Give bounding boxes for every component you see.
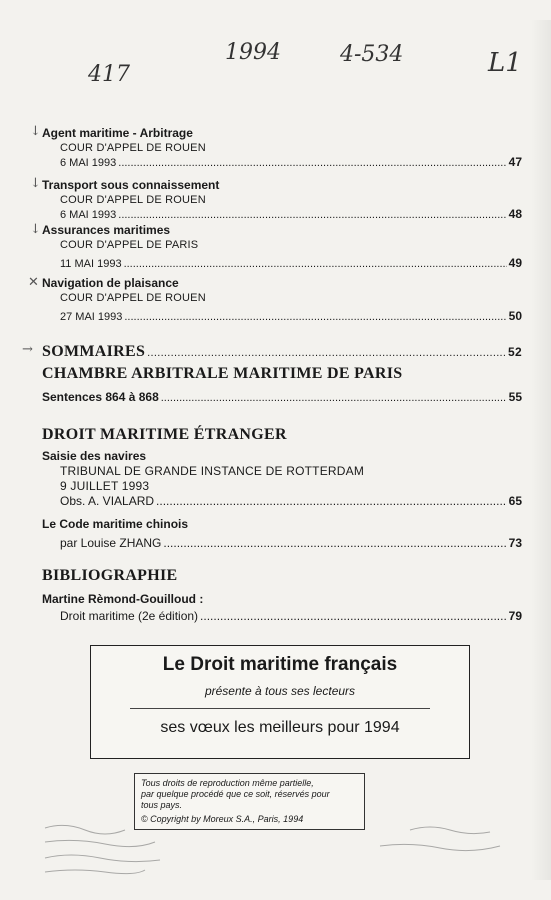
toc-entry-transport: Transport sous connaissement COUR D'APPEL DE ROUEN 6 MAI 1993 ..... 48 [42, 178, 522, 222]
section-sommaires: SOMMAIRES ..... 52 [42, 342, 522, 363]
handwritten-note-left: 417 [88, 62, 130, 87]
margin-mark-icon: ↓ [30, 124, 41, 139]
toc-entry-biblio: Martine Rèmond-Gouilloud : Droit maritime (2e édition) ..... 79 [42, 592, 522, 624]
margin-mark-icon: → [22, 342, 33, 357]
toc-entry-agent: Agent maritime - Arbitrage COUR D'APPEL DE ROUEN 6 MAI 1993 ..... 47 [42, 126, 522, 170]
page-edge-shadow [531, 20, 551, 880]
section-title-bibliographie: BIBLIOGRAPHIE [42, 567, 178, 584]
copyright-notice: Tous droits de reproduction même partielle, par quelque procédé que ce soit, réservés pour tous pays. © Copyright by Moreux S.A., Paris, 1994 [134, 773, 365, 830]
greeting-wishes: ses vœux les meilleurs pour 1994 [130, 708, 430, 737]
greeting-title: Le Droit maritime français [162, 654, 398, 675]
handwritten-note-right: 4-534 [340, 42, 404, 67]
section-title-chambre: CHAMBRE ARBITRALE MARITIME DE PARIS [42, 365, 403, 382]
toc-entry-assurances: Assurances maritimes COUR D'APPEL DE PARIS 11 MAI 1993 ..... 49 [42, 223, 522, 271]
greeting-box [90, 645, 470, 759]
greeting-subtitle: présente à tous ses lecteurs [204, 684, 356, 698]
handwritten-note-center: 1994 [225, 40, 281, 65]
margin-cross-icon: ✕ [28, 275, 39, 290]
margin-mark-icon: ↓ [30, 176, 41, 191]
toc-entry-plaisance: Navigation de plaisance COUR D'APPEL DE ROUEN 27 MAI 1993 ..... 50 [42, 276, 522, 324]
handwritten-note-corner: L1 [488, 48, 522, 78]
handwritten-scribbles [40, 820, 510, 880]
toc-entry-saisie: Saisie des navires TRIBUNAL DE GRANDE INSTANCE DE ROTTERDAM 9 JUILLET 1993 Obs. A. VIALARD ..... 65 [42, 449, 522, 509]
margin-mark-icon: ↓ [30, 222, 41, 237]
toc-entry-sentences: Sentences 864 à 868 ..... 55 [42, 390, 522, 405]
toc-entry-code-chinois: Le Code maritime chinois par Louise ZHANG ..... 73 [42, 517, 522, 551]
section-title-etranger: DROIT MARITIME ÉTRANGER [42, 426, 287, 443]
